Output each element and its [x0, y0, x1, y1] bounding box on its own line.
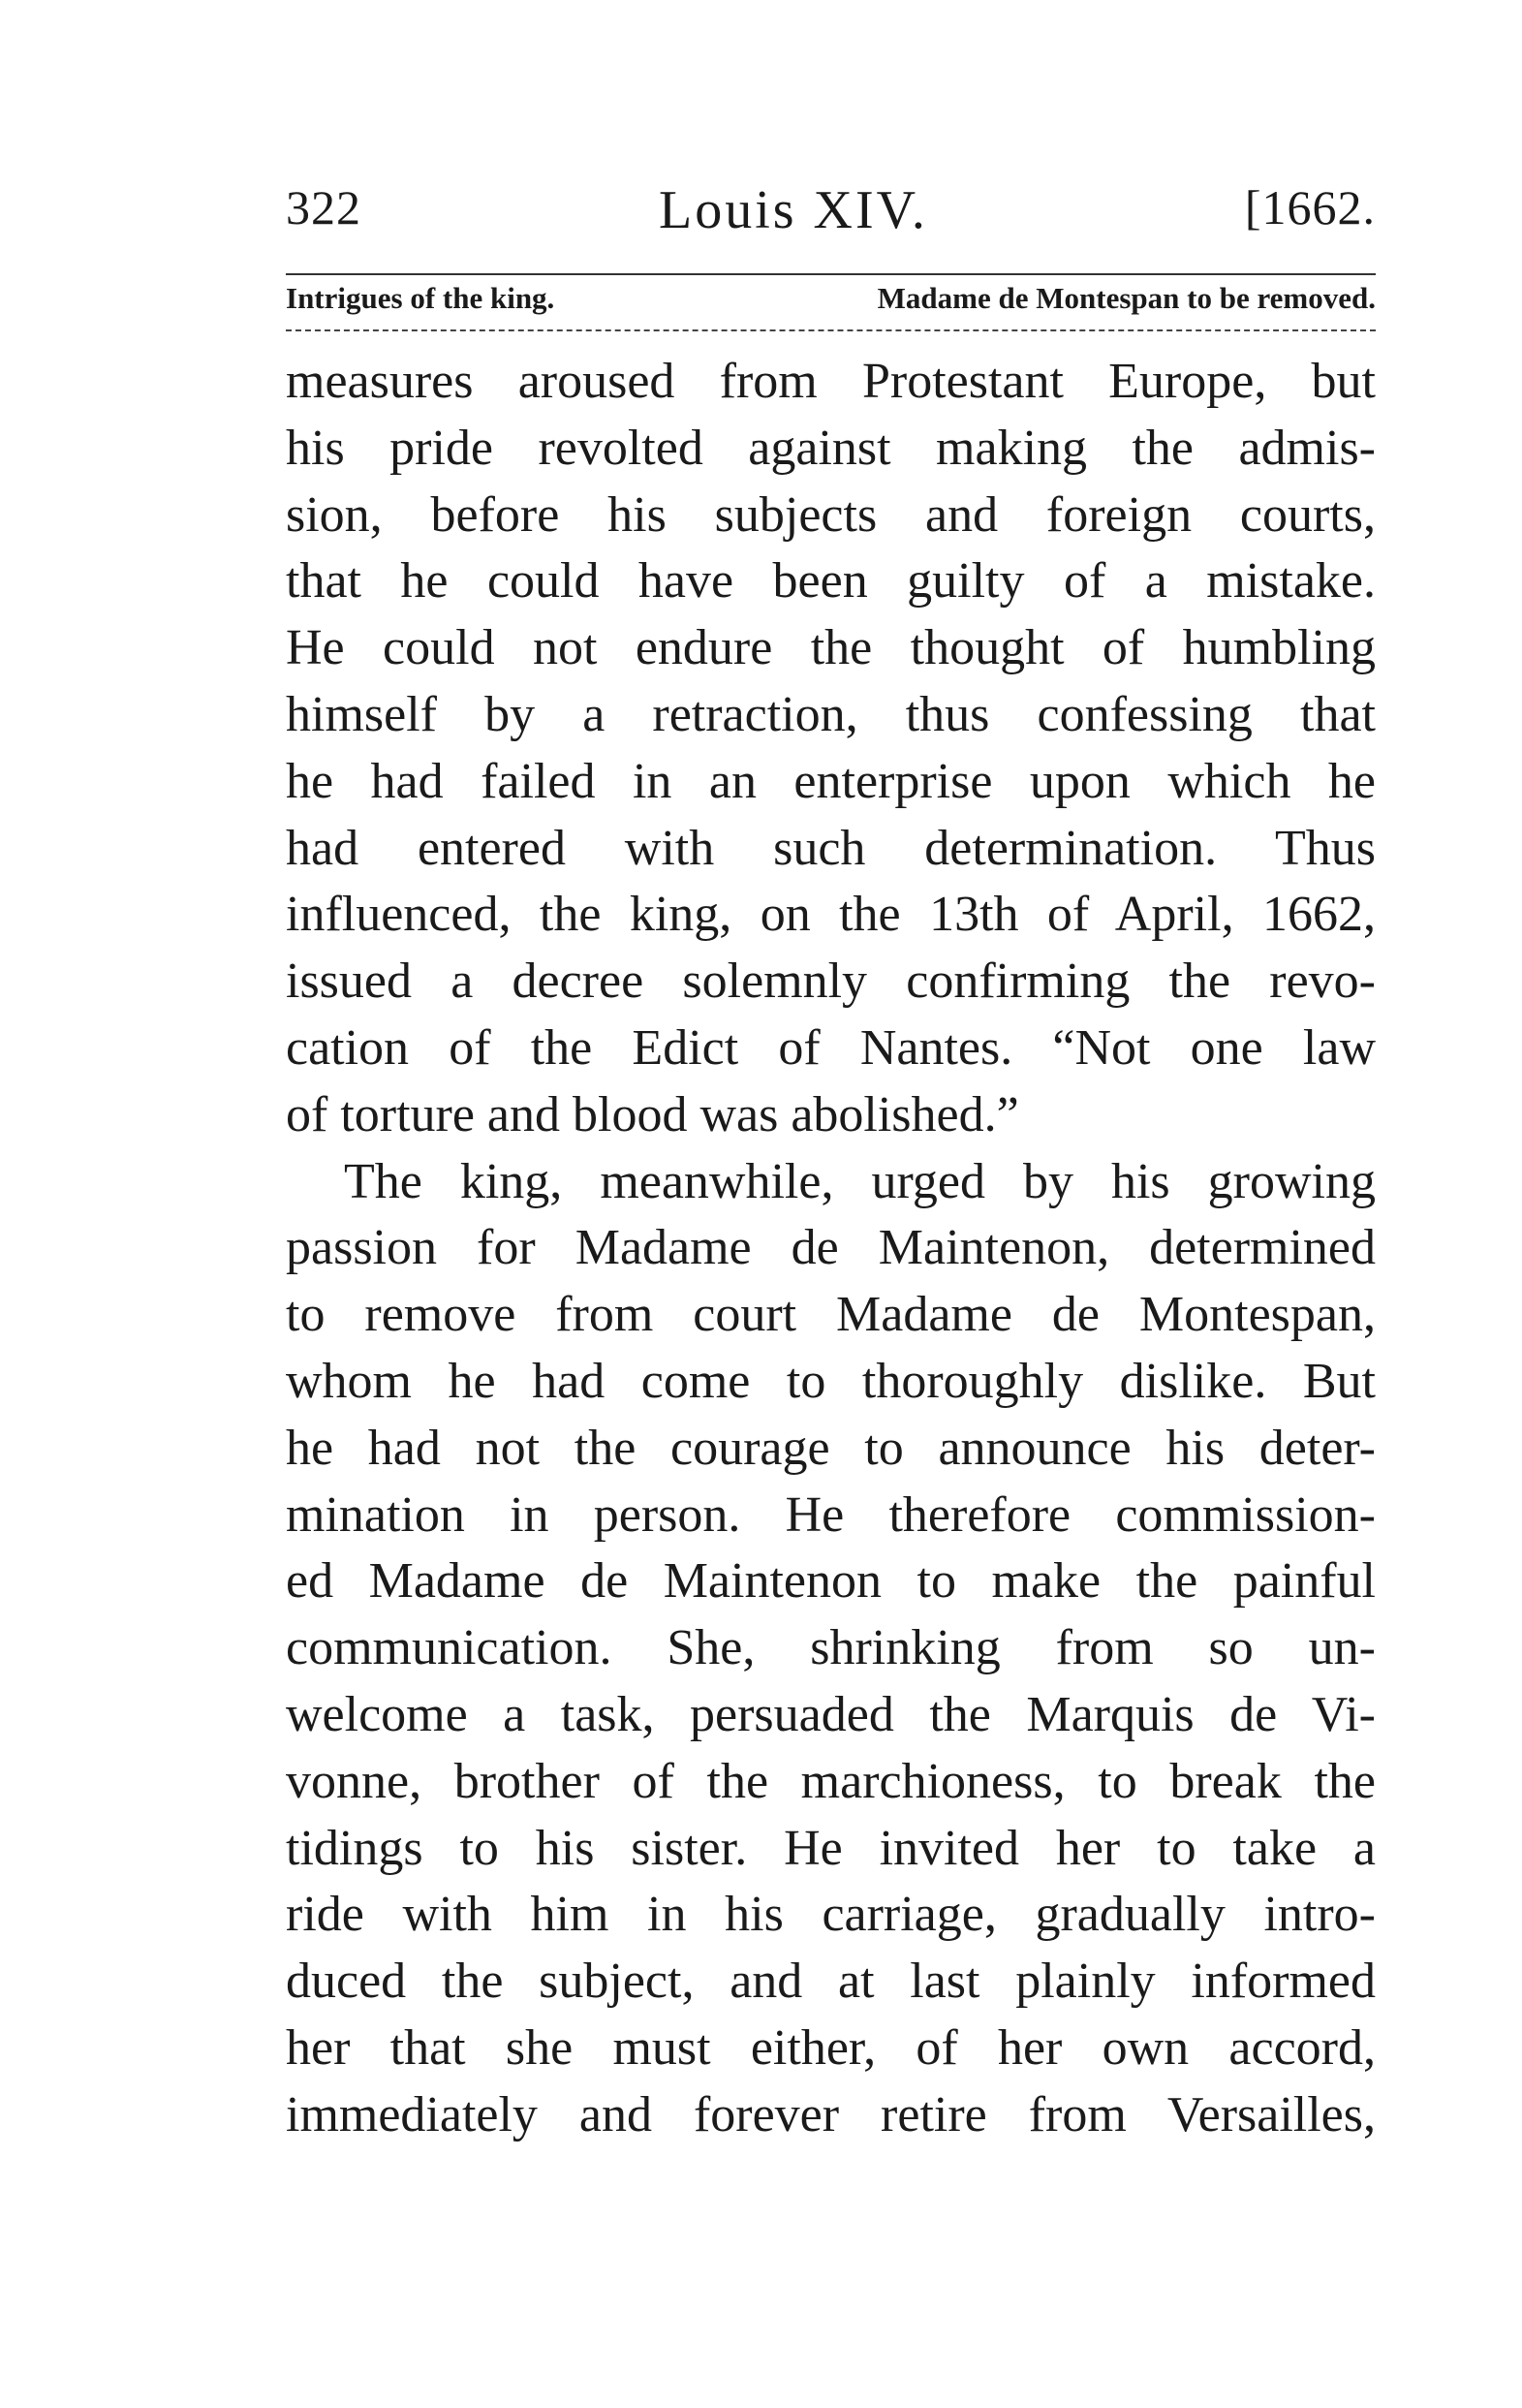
text-line: The king, meanwhile, urged by his growing: [344, 1153, 1376, 1209]
text-line: he had failed in an enterprise upon which he: [286, 753, 1376, 809]
text-line: vonne, brother of the marchioness, to break the: [286, 1753, 1376, 1809]
paragraph-1: [286, 349, 1376, 1149]
text-line: himself by a retraction, thus confessing that: [286, 686, 1376, 742]
text-line: sion, before his subjects and foreign courts,: [286, 486, 1376, 543]
body-text: [286, 349, 1376, 2149]
running-title: Louis XIV.: [659, 180, 928, 240]
paragraph-2: [286, 1149, 1376, 2149]
text-line: he had not the courage to announce his deter-: [286, 1420, 1376, 1476]
text-line: influenced, the king, on the 13th of April, 1662,: [286, 887, 1376, 943]
text-line: immediately and forever retire from Versailles,: [286, 2086, 1376, 2142]
header-year: [1662.: [1244, 180, 1376, 235]
text-line: ride with him in his carriage, gradually intro-: [286, 1887, 1376, 1943]
text-line: passion for Madame de Maintenon, determined: [286, 1220, 1376, 1276]
text-line: communication. She, shrinking from so un-: [286, 1620, 1376, 1676]
text-line: He could not endure the thought of humbling: [286, 620, 1376, 676]
subhead-right: Madame de Montespan to be removed.: [877, 281, 1376, 315]
text-line: ed Madame de Maintenon to make the painful: [286, 1553, 1376, 1610]
subhead-left: Intrigues of the king.: [286, 281, 555, 315]
page-number: 322: [286, 180, 361, 235]
text-line: that he could have been guilty of a mistake.: [286, 553, 1376, 610]
text-line: issued a decree solemnly confirming the revo-: [286, 954, 1376, 1010]
text-line: measures aroused from Protestant Europe, but: [286, 354, 1376, 409]
text-line: welcome a task, persuaded the Marquis de Vi-: [286, 1686, 1376, 1742]
text-line: to remove from court Madame de Montespan,: [286, 1287, 1376, 1343]
text-line: his pride revolted against making the admis-: [286, 420, 1376, 476]
subhead-rule: [286, 329, 1376, 331]
text-line: whom he had come to thoroughly dislike. But: [286, 1353, 1376, 1409]
page-header: [286, 179, 1376, 257]
text-line: mination in person. He therefore commission-: [286, 1486, 1376, 1543]
text-line: of torture and blood was abolished.”: [286, 1086, 1019, 1142]
marginal-subhead: [286, 281, 1376, 320]
text-line: tidings to his sister. He invited her to take a: [286, 1820, 1376, 1876]
text-line: her that she must either, of her own accord,: [286, 2019, 1376, 2076]
text-line: cation of the Edict of Nantes. “Not one law: [286, 1019, 1376, 1076]
text-line: had entered with such determination. Thus: [286, 820, 1376, 876]
header-rule: [286, 273, 1376, 275]
text-line: duced the subject, and at last plainly informed: [286, 1954, 1376, 2010]
